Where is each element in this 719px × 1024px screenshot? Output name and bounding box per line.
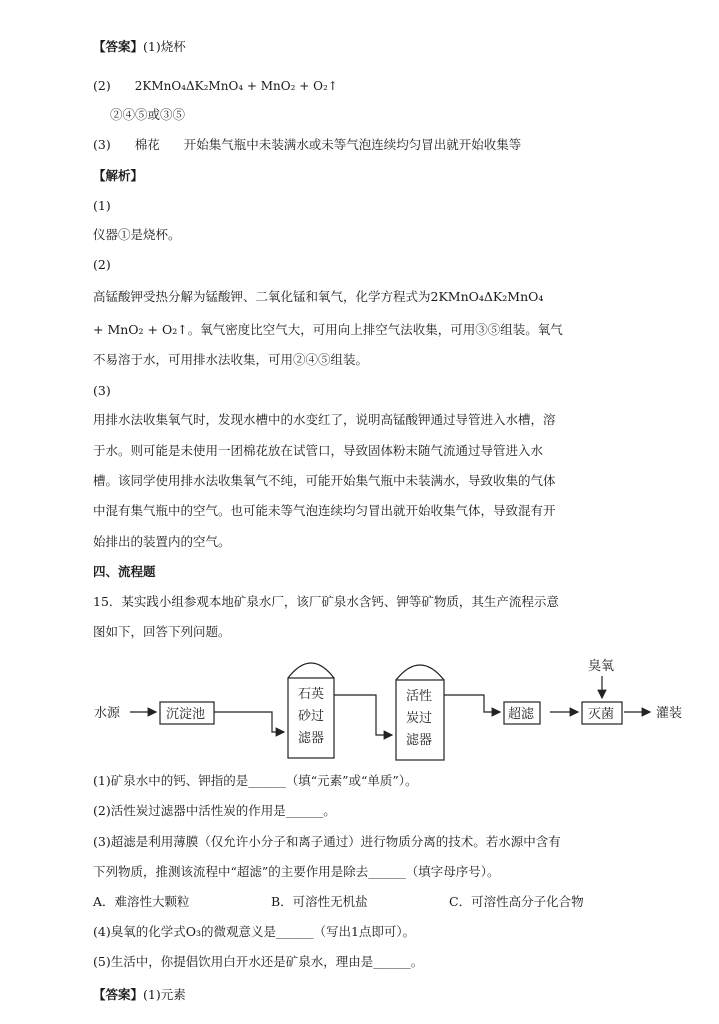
answer-line-1 [93, 39, 186, 55]
analysis-p2-line2: + MnO₂ + O₂↑。氧气密度比空气大，可用向上排空气法收集，可用③⑤组装。氧气 [93, 322, 563, 337]
arrow-quartz-carbon [334, 695, 392, 735]
q15-intro-line2: 图如下，回答下列问题。 [93, 624, 231, 639]
sterilize-label: 灭菌 [588, 707, 615, 722]
answer-last-text: (1)元素 [143, 987, 186, 1002]
q15-sub4: (4)臭氧的化学式O₃的微观意义是______（写出1点即可）。 [93, 924, 416, 939]
carbon-filter-dome [396, 665, 444, 680]
q15-intro-line1: 15．某实践小组参观本地矿泉水厂，该厂矿泉水含钙、钾等矿物质，其生产流程示意 [93, 594, 559, 609]
carbon-label-3: 滤器 [406, 733, 433, 748]
option-c: C．可溶性高分子化合物 [449, 894, 584, 909]
quartz-label-3: 滤器 [298, 731, 325, 746]
analysis-tag: 【解析】 [93, 168, 144, 183]
answer-line-3 [93, 137, 521, 153]
tank-label: 沉淀池 [166, 707, 206, 722]
quartz-label-2: 砂过 [298, 709, 325, 724]
quartz-filter-dome [288, 663, 334, 678]
analysis-p1-num: (1) [93, 198, 111, 213]
answer-3-num: (3) [93, 137, 111, 152]
quartz-label-1: 石英 [298, 687, 325, 702]
answer-2-equation: 2KMnO₄ΔK₂MnO₄ + MnO₂ + O₂↑ [134, 79, 338, 93]
answer-last-tag: 【答案】 [93, 987, 144, 1002]
answer-last [93, 987, 186, 1003]
analysis-p3-num: (3) [93, 383, 111, 398]
section-title: 四、流程题 [93, 564, 156, 579]
answer-tag: 【答案】 [93, 39, 144, 54]
carbon-label-1: 活性 [406, 689, 433, 704]
analysis-p3-line2: 于水。则可能是未使用一团棉花放在试管口，导致固体粉末随气流通过导管进入水 [93, 443, 544, 458]
analysis-p3-line1: 用排水法收集氧气时，发现水槽中的水变红了，说明高锰酸钾通过导管进入水槽，溶 [93, 412, 556, 427]
answer-1-text: (1)烧杯 [143, 39, 186, 54]
analysis-p1: 仪器①是烧杯。 [93, 227, 181, 242]
q15-sub3-line1: (3)超滤是利用薄膜（仅允许小分子和离子通过）进行物质分离的技术。若水源中含有 [93, 834, 561, 849]
q15-sub1: (1)矿泉水中的钙、钾指的是______（填“元素”或“单质”）。 [93, 773, 418, 788]
arrow-carbon-ultra [444, 695, 500, 712]
carbon-label-2: 炭过 [406, 711, 433, 726]
answer-line-2-sub: ②④⑤或③⑤ [110, 107, 186, 122]
answer-2-num: (2) [93, 78, 111, 93]
answer-3-a: 棉花 [134, 137, 160, 152]
analysis-p2-num: (2) [93, 257, 111, 272]
answer-3-b: 开始集气瓶中未装满水或未等气泡连续均匀冒出就开始收集等 [183, 137, 522, 152]
q15-sub2: (2)活性炭过滤器中活性炭的作用是______。 [93, 803, 336, 818]
process-flow-diagram [90, 650, 710, 765]
q15-sub5: (5)生活中，你提倡饮用白开水还是矿泉水，理由是______。 [93, 954, 424, 969]
ultra-label: 超滤 [508, 707, 535, 722]
fill-label: 灌装 [656, 706, 683, 721]
option-a: A．难溶性大颗粒 [93, 894, 190, 909]
q15-sub3-line2: 下列物质，推测该流程中“超滤”的主要作用是除去______（填字母序号）。 [93, 864, 500, 879]
analysis-p3-line5: 始排出的装置内的空气。 [93, 534, 231, 549]
flow-source-label: 水源 [94, 706, 121, 721]
ozone-label: 臭氧 [588, 659, 615, 674]
option-b: B．可溶性无机盐 [271, 894, 368, 909]
analysis-p3-line3: 槽。该同学使用排水法收集氧气不纯，可能开始集气瓶中未装满水，导致收集的气体 [93, 473, 556, 488]
analysis-p2-line1: 高锰酸钾受热分解为锰酸钾、二氧化锰和氧气，化学方程式为2KMnO₄ΔK₂MnO₄ [93, 289, 544, 304]
answer-line-2 [93, 78, 338, 94]
analysis-p3-line4: 中混有集气瓶中的空气。也可能未等气泡连续均匀冒出就开始收集气体，导致混有开 [93, 503, 556, 518]
analysis-p2-line3: 不易溶于水，可用排水法收集，可用②④⑤组装。 [93, 352, 369, 367]
arrow-tank-quartz [214, 712, 284, 732]
q15-options [93, 894, 584, 910]
